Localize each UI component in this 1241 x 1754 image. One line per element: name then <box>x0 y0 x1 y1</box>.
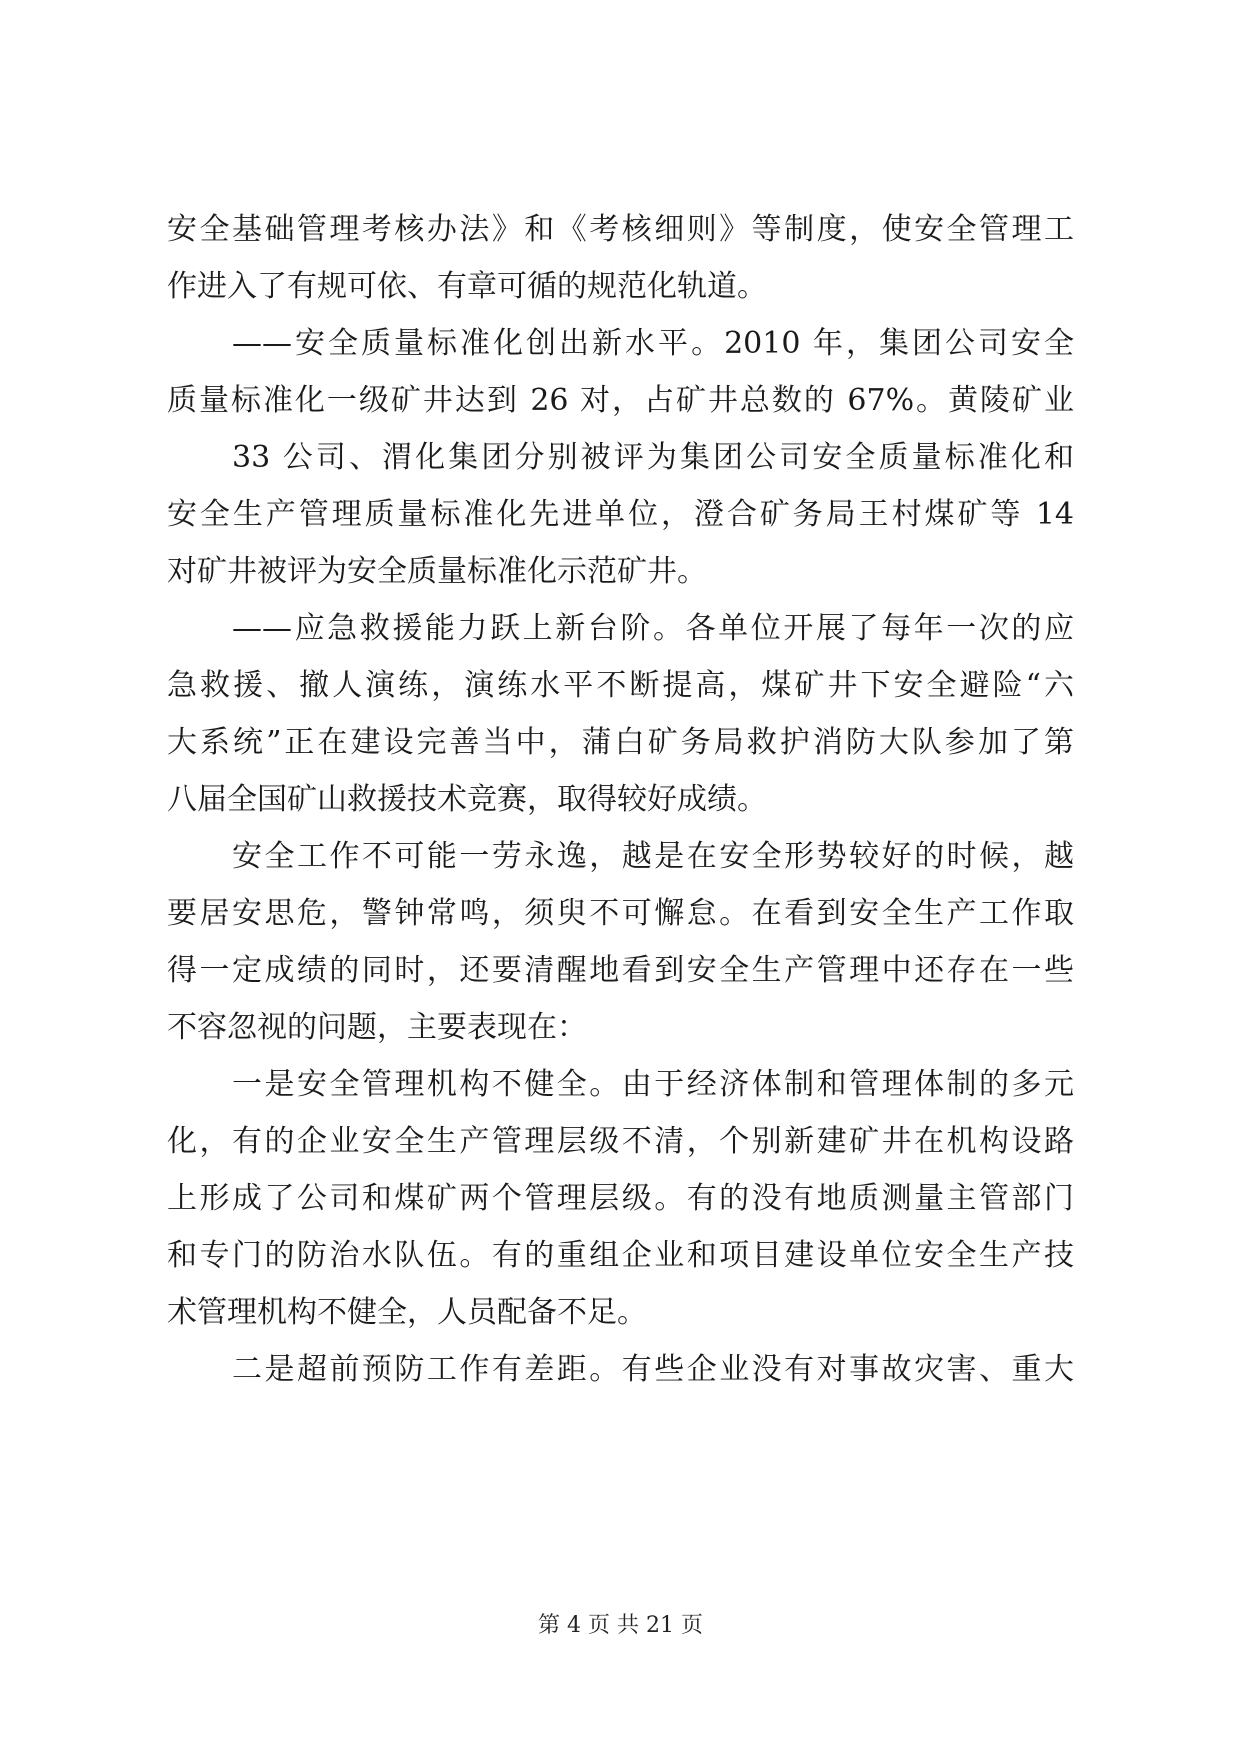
text-line: 质量标准化一级矿井达到 26 对，占矿井总数的 67%。黄陵矿业 <box>167 383 1074 418</box>
text-line: 化，有的企业安全生产管理层级不清，个别新建矿井在机构设路 <box>167 1124 1074 1159</box>
text-line: 二是超前预防工作有差距。有些企业没有对事故灾害、重大 <box>232 1352 1074 1387</box>
text-line: 安全生产管理质量标准化先进单位，澄合矿务局王村煤矿等 14 <box>167 497 1074 532</box>
text-line: 不容忽视的问题，主要表现在： <box>167 1010 587 1045</box>
text-line: 一是安全管理机构不健全。由于经济体制和管理体制的多元 <box>232 1067 1074 1102</box>
text-line: 作进入了有规可依、有章可循的规范化轨道。 <box>167 269 767 304</box>
text-line: 得一定成绩的同时，还要清醒地看到安全生产管理中还存在一些 <box>167 953 1074 988</box>
text-line: 大系统”正在建设完善当中，蒲白矿务局救护消防大队参加了第 <box>167 725 1074 760</box>
text-line: 33 公司、渭化集团分别被评为集团公司安全质量标准化和 <box>232 440 1074 475</box>
text-line: 术管理机构不健全，人员配备不足。 <box>167 1295 647 1330</box>
text-line: 对矿井被评为安全质量标准化示范矿井。 <box>167 554 707 589</box>
text-line: 安全工作不可能一劳永逸，越是在安全形势较好的时候，越 <box>232 839 1074 874</box>
text-line: 八届全国矿山救援技术竞赛，取得较好成绩。 <box>167 782 767 817</box>
page-number-footer: 第 4 页 共 21 页 <box>538 1613 703 1638</box>
text-line: 上形成了公司和煤矿两个管理层级。有的没有地质测量主管部门 <box>167 1181 1074 1216</box>
text-line: 和专门的防治水队伍。有的重组企业和项目建设单位安全生产技 <box>167 1238 1074 1273</box>
text-line: 急救援、撤人演练，演练水平不断提高，煤矿井下安全避险“六 <box>167 668 1074 703</box>
text-line: 要居安思危，警钟常鸣，须臾不可懈怠。在看到安全生产工作取 <box>167 896 1074 931</box>
text-line: ——安全质量标准化创出新水平。2010 年，集团公司安全 <box>232 326 1074 361</box>
text-line: ——应急救援能力跃上新台阶。各单位开展了每年一次的应 <box>232 611 1074 646</box>
text-line: 安全基础管理考核办法》和《考核细则》等制度，使安全管理工 <box>167 212 1074 247</box>
